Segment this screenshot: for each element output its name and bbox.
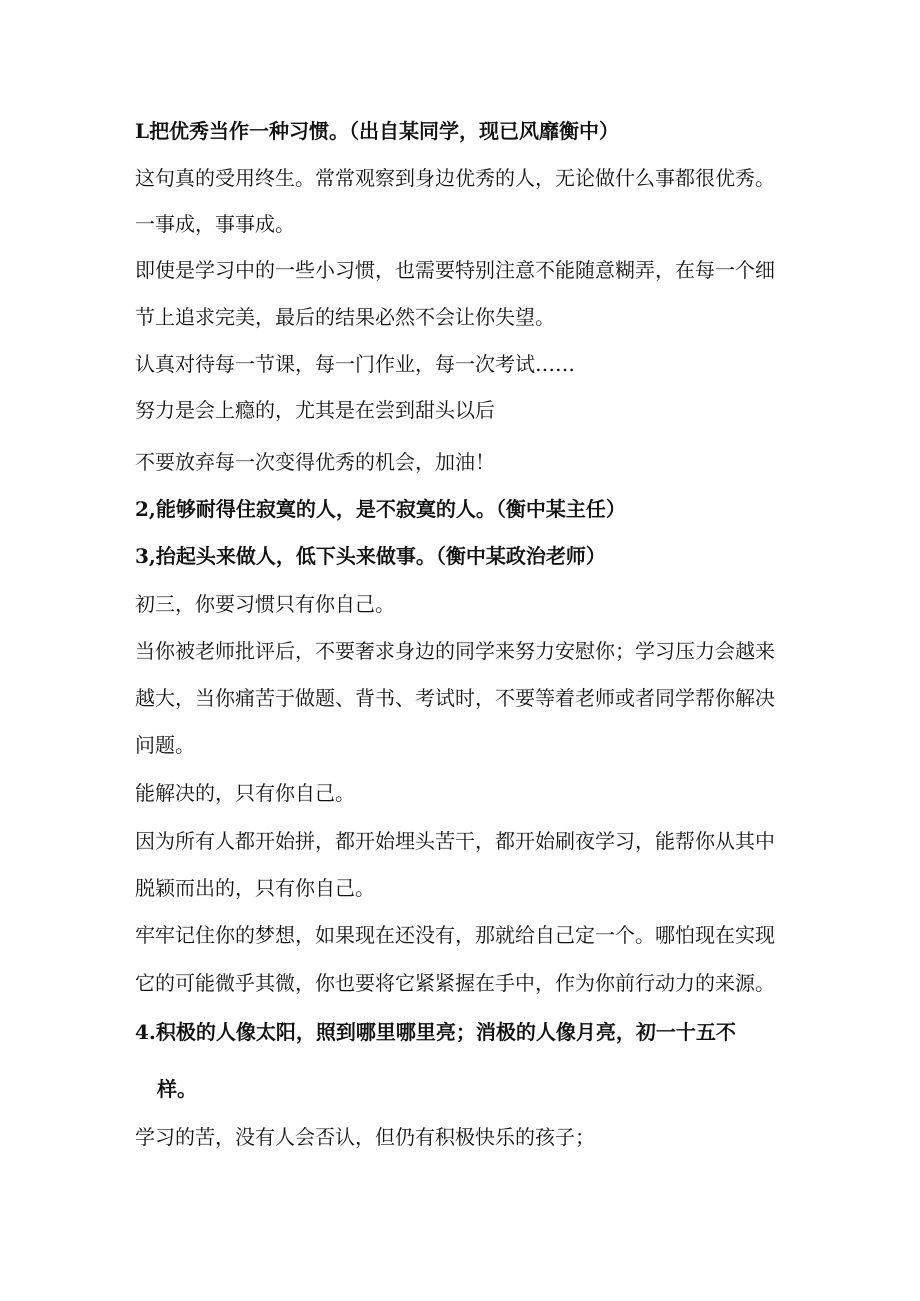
paragraph-line: 初三，你要习惯只有你自己。 (135, 592, 395, 616)
heading-3: 3,抬起头来做人，低下头来做事。（衡中某政治老师） (135, 544, 606, 568)
paragraph-line: 努力是会上瘾的，尤其是在尝到甜头以后 (135, 398, 495, 422)
heading-2: 2,能够耐得住寂寞的人，是不寂寞的人。（衡中某主任） (135, 497, 626, 521)
paragraph-line: 能解决的，只有你自己。 (135, 781, 355, 805)
paragraph-line: 它的可能微乎其微，你也要将它紧紧握在手中，作为你前行动力的来源。 (135, 971, 775, 995)
heading-4-continuation: 样。 (157, 1077, 197, 1101)
paragraph-line: 脱颖而出的，只有你自己。 (135, 876, 375, 900)
paragraph-line: 因为所有人都开始拼，都开始埋头苦干，都开始刷夜学习，能帮你从其中 (135, 829, 775, 853)
paragraph-line: 一事成，事事成。 (135, 212, 295, 236)
paragraph-line: 问题。 (135, 733, 195, 757)
heading-1: L把优秀当作一种习惯。（出自某同学，现已风靡衡中） (135, 119, 620, 143)
paragraph-line: 越大，当你痛苦于做题、背书、考试时，不要等着老师或者同学帮你解决 (135, 686, 775, 710)
paragraph-line: 不要放弃每一次变得优秀的机会，加油！ (135, 450, 495, 474)
paragraph-line: 节上追求完美，最后的结果必然不会让你失望。 (135, 305, 555, 329)
heading-4: 4.积极的人像太阳，照到哪里哪里亮；消极的人像月亮，初一十五不 (135, 1020, 736, 1044)
paragraph-line: 认真对待每一节课，每一门作业，每一次考试…… (135, 352, 575, 376)
paragraph-line: 学习的苦，没有人会否认，但仍有积极快乐的孩子； (135, 1125, 595, 1149)
paragraph-line: 即使是学习中的一些小习惯，也需要特别注意不能随意糊弄，在每一个细 (135, 258, 775, 282)
paragraph-line: 牢牢记住你的梦想，如果现在还没有，那就给自己定一个。哪怕现在实现 (135, 923, 775, 947)
paragraph-line: 这句真的受用终生。常常观察到身边优秀的人，无论做什么事都很优秀。 (135, 166, 775, 190)
paragraph-line: 当你被老师批评后，不要奢求身边的同学来努力安慰你；学习压力会越来 (135, 639, 775, 663)
